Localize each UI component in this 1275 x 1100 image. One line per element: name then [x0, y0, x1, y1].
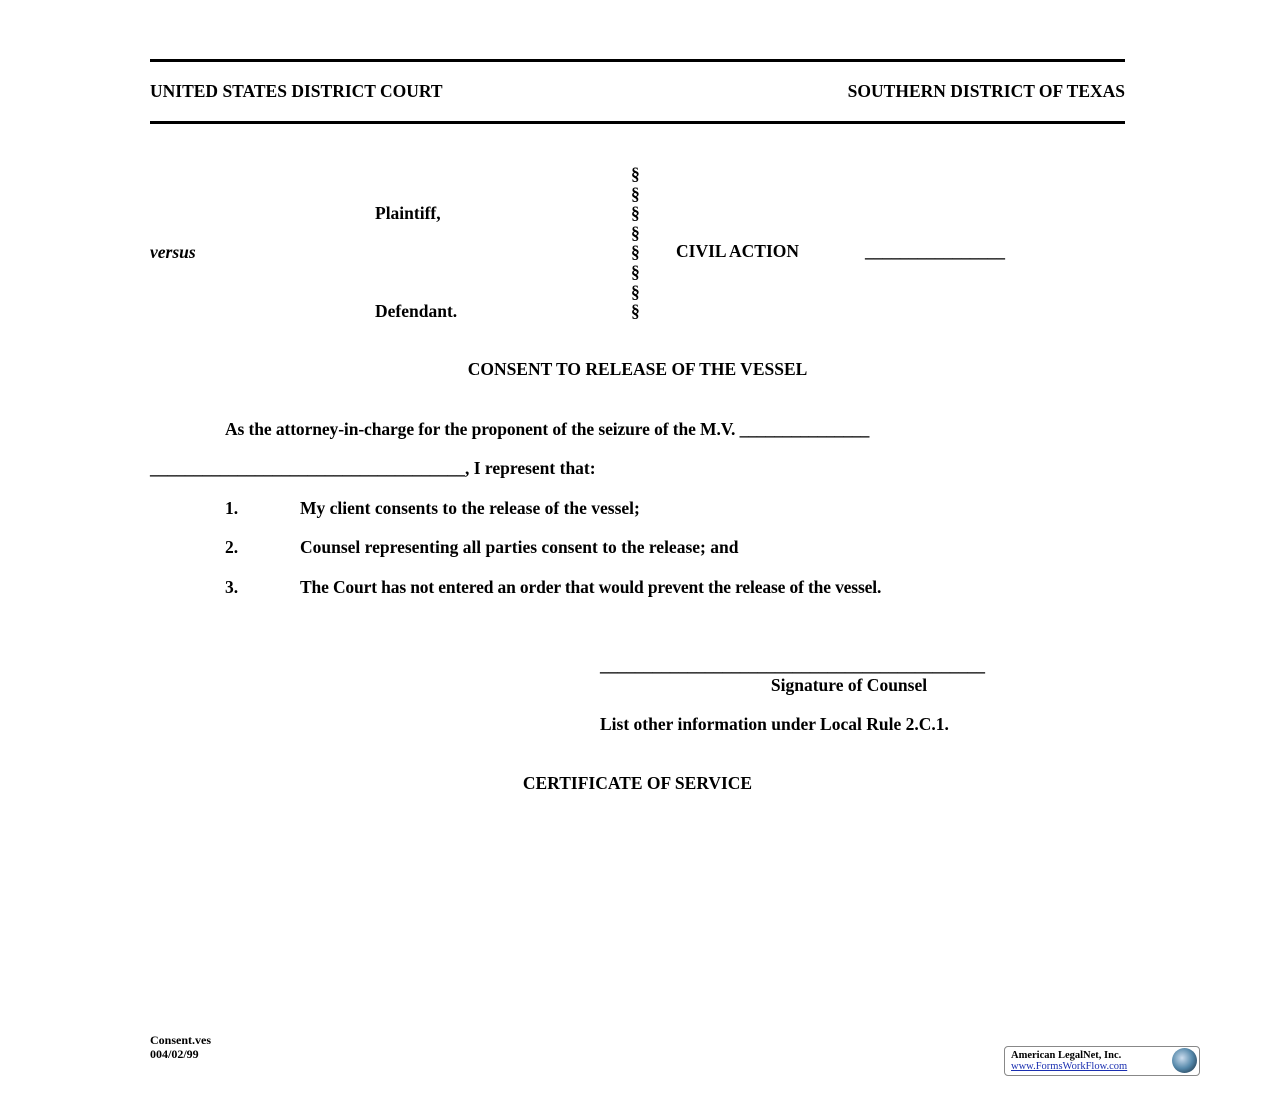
civil-action-label: CIVIL ACTION [676, 241, 800, 261]
body-line-1: As the attorney-in-charge for the proponent of the seizure of the M.V. _______________ [225, 419, 870, 439]
badge-link[interactable]: www.FormsWorkFlow.com [1011, 1061, 1128, 1072]
footer-filename: Consent.ves [150, 1033, 212, 1047]
section-marks [631, 165, 640, 322]
section-mark: § [631, 261, 640, 282]
versus-label: versus [150, 242, 196, 262]
civil-action-number-field: ________________ [865, 241, 1005, 261]
item-number: 3. [225, 577, 239, 597]
section-mark: § [631, 301, 640, 322]
section-mark: § [631, 222, 640, 243]
document-title: CONSENT TO RELEASE OF THE VESSEL [467, 359, 808, 379]
item-text: My client consents to the release of the vessel; [300, 498, 640, 518]
item-number: 1. [225, 498, 239, 518]
section-mark: § [631, 242, 640, 263]
court-name: UNITED STATES DISTRICT COURT [150, 81, 443, 101]
item-text: Counsel representing all parties consent to the release; and [300, 537, 739, 557]
globe-logo-icon [1172, 1048, 1197, 1073]
body-line-2: ____________________________________, I represent that: [150, 458, 596, 478]
section-mark: § [631, 203, 640, 224]
plaintiff-label: Plaintiff, [375, 203, 441, 223]
section-mark: § [631, 281, 640, 302]
badge-company: American LegalNet, Inc. [1011, 1050, 1122, 1061]
signature-line: ____________________________________________ [600, 655, 985, 675]
local-rule-note: List other information under Local Rule 2.C.1. [600, 714, 949, 734]
item-number: 2. [225, 537, 239, 557]
signature-label: Signature of Counsel [770, 675, 928, 695]
district-name: SOUTHERN DISTRICT OF TEXAS [847, 81, 1125, 101]
certificate-title: CERTIFICATE OF SERVICE [522, 773, 753, 793]
header-rule [150, 121, 1125, 124]
item-text: The Court has not entered an order that would prevent the release of the vessel. [300, 577, 882, 597]
top-rule [150, 59, 1125, 62]
section-mark: § [631, 183, 640, 204]
defendant-label: Defendant. [375, 301, 458, 321]
legalnet-badge[interactable] [1004, 1046, 1200, 1076]
section-mark: § [631, 164, 640, 184]
footer-date: 004/02/99 [150, 1047, 199, 1061]
